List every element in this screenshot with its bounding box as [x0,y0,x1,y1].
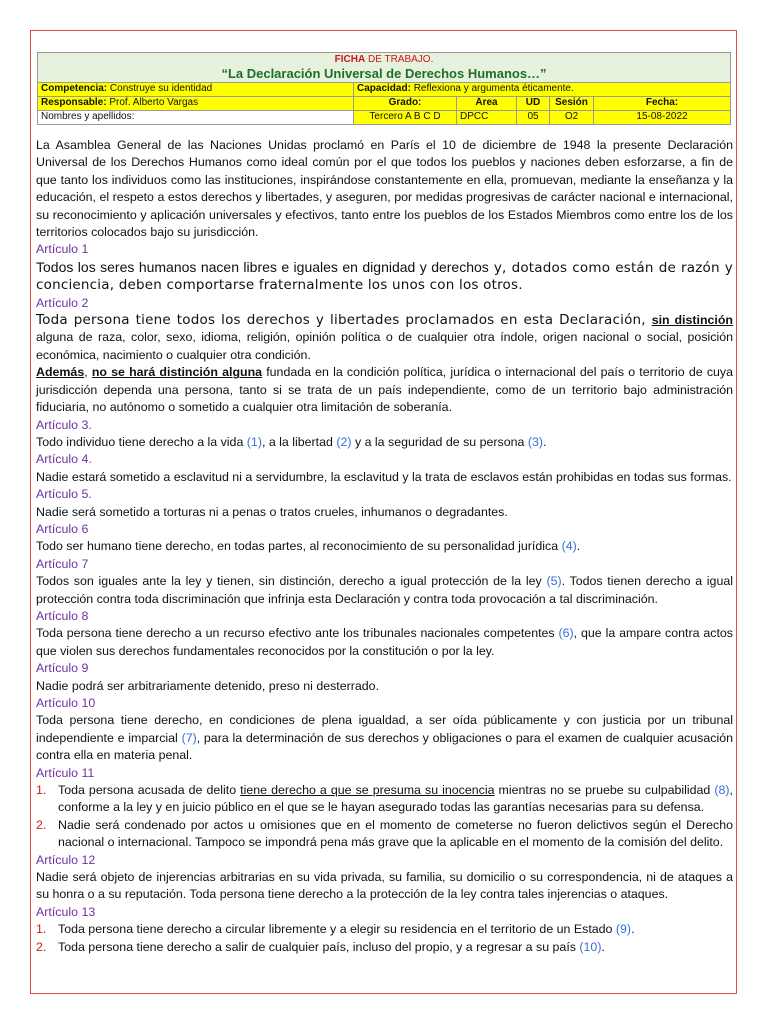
text-segment: mientras no se pruebe su culpabilidad [494,783,715,798]
text-segment: , conforme a la ley y en juicio público en el que se le hayan asegurado todas las garantías necesarias para su defensa. [58,783,733,815]
sesion-value: O2 [550,111,594,124]
article-4-title: Artículo 4. [36,452,92,467]
text-segment: Todo individuo tiene derecho a la vida [36,434,247,449]
footnote-ref: (9) [615,922,632,937]
competencia-label: Competencia: [41,83,108,94]
area-value: DPCC [457,111,517,124]
article-11-item-2 [36,817,733,852]
list-number: 2. [36,817,47,832]
article-2-emphasis: sin distinción [651,313,733,328]
article-12-title: Artículo 12 [36,852,96,867]
text-segment: Toda persona acusada de delito [58,783,241,798]
sesion-header: Sesión [550,97,594,110]
text-segment: , a la libertad [261,434,337,449]
article-11-item-1 [36,782,733,817]
capacidad-label: Capacidad: [357,83,411,94]
header-row-responsable [37,97,731,111]
article-1-lead: Todos los seres humanos nacen libres e iguales en dignidad y derechos [36,258,489,275]
list-number: 1. [36,783,47,798]
grado-value: Tercero A B C D [354,111,457,124]
list-item-text [58,782,733,817]
article-10-text [36,712,733,764]
article-2-separator: , [84,365,92,380]
text-segment: . [601,939,605,954]
capacidad-value: Reflexiona y argumenta éticamente. [413,83,574,94]
text-segment: . Todos tienen derecho a igual protección contra toda discriminación que infrinja esta Declaración y contra toda provocación a tal discriminación. [36,574,733,606]
article-2-ademas: Además [36,365,85,380]
footnote-ref: (8) [714,783,730,798]
ficha-rest: DE TRABAJO. [365,54,434,65]
footnote-ref: (1) [246,434,262,449]
article-2-rest: alguna de raza, color, sexo, idioma, religión, opinión política o de cualquier otra índole, origen nacional o social, posición económica, nacimiento o cualquier otra condición. [36,330,733,362]
article-1-rest: y, dotados como están de razón y conciencia, deben comportarse fraternalmente los unos con los otros. [36,259,733,294]
article-7-text [36,573,733,608]
article-2-paragraph-1 [36,312,733,364]
text-segment: Toda persona tiene derecho a un recurso efectivo ante los tribunales nacionales competentes [36,626,559,641]
article-1-title: Artículo 1 [36,242,89,257]
article-2-rest-2: fundada en la condición política, jurídica o internacional del país o territorio de cuya jurisdicción dependa una persona, tanto si se trata de un país independiente, como de un territorio bajo administración fiduciaria, no autónomo o sometido a cualquier otra limitación de soberanía. [36,365,733,415]
article-3-title: Artículo 3. [36,417,92,432]
article-5-text: Nadie será sometido a torturas ni a penas o tratos crueles, inhumanos o degradantes. [36,504,508,519]
ficha-label [38,54,730,66]
text-segment: Toda persona tiene derecho a circular libremente y a elegir su residencia en el territorio de un Estado [58,922,616,937]
underlined-text: tiene derecho a que se presuma su inocencia [240,783,495,798]
capacidad-cell [354,83,730,96]
list-number: 2. [36,939,47,954]
footnote-ref: (7) [181,730,197,745]
footnote-ref: (3) [527,434,543,449]
article-5-title: Artículo 5. [36,487,92,502]
list-item-text [58,921,733,938]
header-title-block [37,52,731,83]
responsable-cell [38,97,354,110]
header-row-nombres [37,111,731,125]
article-1-text [36,259,733,295]
fecha-value: 15-08-2022 [636,111,688,122]
text-segment: . [631,922,635,937]
text-segment: y a la seguridad de su persona [351,434,528,449]
article-8-text [36,625,733,660]
competencia-value: Construye su identidad [109,83,213,94]
text-segment: Todos son iguales ante la ley y tienen, sin distinción, derecho a igual protección de la ley [36,574,547,589]
article-7-title: Artículo 7 [36,556,89,571]
nombres-cell[interactable] [38,111,354,124]
list-number: 1. [36,922,47,937]
text-segment: , para la determinación de sus derechos y obligaciones o para el examen de cualquier acusación contra ella en materia penal. [36,730,733,763]
article-2-lead: Toda persona tiene todos los derechos y libertades proclamados en esta Declaración, [36,312,652,329]
article-9-title: Artículo 9 [36,661,89,676]
footnote-ref: (10) [579,939,602,954]
article-12-text: Nadie será objeto de injerencias arbitrarias en su vida privada, su familia, su domicilio o su correspondencia, ni de ataques a su honra o a su reputación. Toda persona tiene derecho a la protección de la ley contra tales injerencias o ataques. [36,870,733,902]
article-4-text: Nadie estará sometido a esclavitud ni a servidumbre, la esclavitud y la trata de esclavos están prohibidas en todas sus formas. [36,469,732,484]
document-title: “La Declaración Universal de Derechos Humanos…” [221,66,547,81]
list-item-text [58,939,733,956]
grado-header: Grado: [354,97,457,110]
article-13-item-1 [36,921,733,938]
intro-paragraph: La Asamblea General de las Naciones Unidas proclamó en París el 10 de diciembre de 1948 la presente Declaración Universal de los Derechos Humanos como ideal común por el que todos los pueblos y naciones deben esforzarse, a fin de que tanto los individuos como las instituciones, inspirándose constantemente en ella, promuevan, mediante la enseñanza y la educación, el respeto a estos derechos y libertades, y aseguren, por medidas progresivas de carácter nacional e internacional, su reconocimiento y aplicación universales y efectivos, tanto entre los pueblos de los Estados Miembros como entre los de los territorios colocados bajo su jurisdicción. [36,138,733,240]
text-segment: Toda persona tiene derecho, en condiciones de plena igualdad, a ser oída públicamente y con justicia por un tribunal independiente e imparcial [36,713,733,745]
text-segment: Todo ser humano tiene derecho, en todas partes, al reconocimiento de su personalidad jurídica [36,539,562,554]
article-13-item-2 [36,939,733,956]
article-13-title: Artículo 13 [36,904,96,919]
responsable-label: Responsable: [41,97,107,108]
ud-value: 05 [517,111,550,124]
ud-header: UD [517,97,550,110]
article-11-title: Artículo 11 [36,765,95,780]
text-segment: . [576,539,581,554]
responsable-value: Prof. Alberto Vargas [109,97,199,108]
article-8-title: Artículo 8 [36,608,89,623]
footnote-ref: (4) [561,539,577,554]
competencia-cell [38,83,354,96]
text-segment: . [543,434,547,449]
document-body [36,137,733,956]
worksheet-header [37,52,731,125]
fecha-header: Fecha: [645,97,679,108]
footnote-ref: (5) [546,574,562,589]
area-header: Área [457,97,517,110]
ficha-word: FICHA [334,54,366,65]
article-2-title: Artículo 2 [36,295,89,310]
nombres-label: Nombres y apellidos: [41,111,135,122]
article-2-emphasis-2: no se hará distinción alguna [91,365,263,380]
article-2-paragraph-2 [36,364,733,416]
text-segment: Toda persona tiene derecho a salir de cualquier país, incluso del propio, y a regresar a su país [58,939,580,954]
footnote-ref: (2) [336,434,352,449]
footnote-ref: (6) [558,626,574,641]
article-3-text [36,434,733,451]
article-10-title: Artículo 10 [36,696,96,710]
header-row-competencia [37,83,731,97]
text-segment: , que la ampare contra actos que violen sus derechos fundamentales reconocidos por la constitución o por la ley. [36,626,733,658]
article-9-text: Nadie podrá ser arbitrariamente detenido, preso ni desterrado. [36,678,380,693]
article-6-text [36,538,733,555]
article-6-title: Artículo 6 [36,521,89,536]
list-item-text: Nadie será condenado por actos u omisiones que en el momento de cometerse no fueron delictivos según el Derecho nacional o internacional. Tampoco se impondrá pena más grave que la aplicable en el momento de la comisión del delito. [58,817,733,850]
